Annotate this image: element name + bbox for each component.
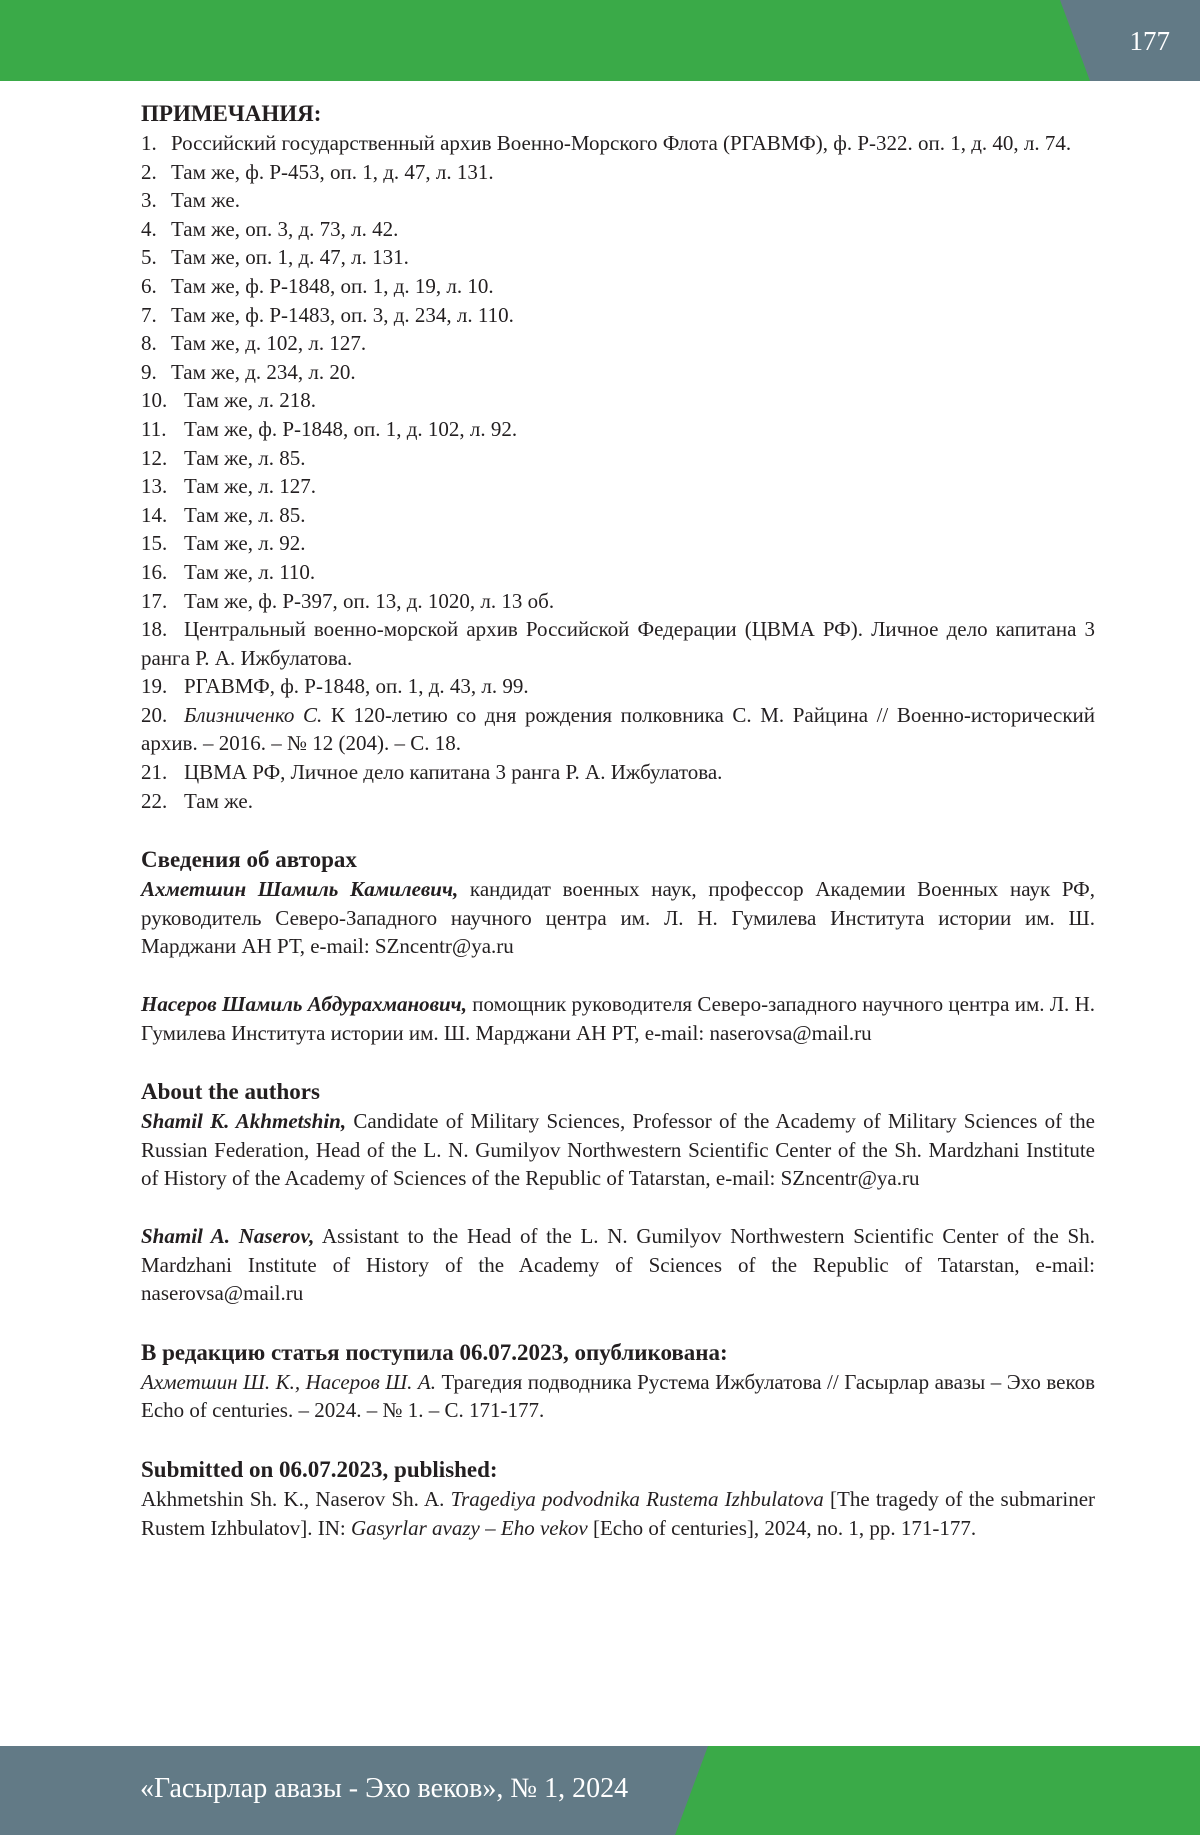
- note-number: 9.: [141, 359, 157, 384]
- notes-title: ПРИМЕЧАНИЯ:: [141, 101, 322, 126]
- submission-ru-title: В редакцию статья поступила 06.07.2023, опубликована:: [141, 1339, 728, 1365]
- note-text: Там же, ф. Р-1848, оп. 1, д. 102, л. 92.: [184, 416, 518, 441]
- citation-ru-text: Трагедия подводника Рустема Ижбулатова // Гасырлар авазы – Эхо веков Echo of centuries. – 2024. – № 1. – С. 171-177.: [141, 1369, 1095, 1423]
- note-text: Там же, ф. Р-1848, оп. 1, д. 19, л. 10.: [171, 273, 494, 298]
- note-number: 18.: [141, 617, 168, 642]
- note-text: Там же, л. 110.: [184, 559, 316, 584]
- citation-en-authors: Akhmetshin Sh. K., Naserov Sh. A.: [141, 1486, 451, 1511]
- author-en-2: [141, 1222, 1095, 1308]
- note-item: [141, 243, 1095, 272]
- author-en-1-details: Candidate of Military Sciences, Professor of the Academy of Military Sciences of the Russian Federation, Head of the L. N. Gumilyov Northwestern Scientific Center of the Sh. Mardzhani Institute of History of the Academy of Sciences of the Republic of Tatarstan, e-mail: SZncentr@ya.ru: [141, 1109, 1095, 1191]
- note-text: Там же, д. 234, л. 20.: [171, 359, 356, 384]
- note-text: Там же, д. 102, л. 127.: [171, 331, 367, 356]
- note-item: [141, 558, 1095, 587]
- note-item: [141, 444, 1095, 473]
- author-ru-1-name: Ахметшин Шамиль Камилевич,: [141, 877, 459, 902]
- page-number: 177: [1129, 26, 1170, 56]
- note-number: 4.: [141, 216, 157, 241]
- author-ru-2-details: помощник руководителя Северо-западного научного центра им. Л. Н. Гумилева Института истории им. Ш. Марджани АН РТ, e-mail: naserovsa@mail.ru: [141, 992, 1095, 1045]
- note-item: [141, 129, 1095, 158]
- note-item: [141, 301, 1095, 330]
- notes-list: [141, 129, 1095, 815]
- note-text: Там же, л. 85.: [184, 502, 306, 527]
- note-author: Близниченко С.: [184, 702, 323, 727]
- note-item: [141, 501, 1095, 530]
- note-number: 20.: [141, 702, 168, 727]
- note-item: [141, 386, 1095, 415]
- note-text: Там же, л. 218.: [184, 388, 316, 413]
- author-en-2-details: Assistant to the Head of the L. N. Gumilyov Northwestern Scientific Center of the Sh. Mardzhani Institute of History of the Academy of Sciences of the Republic of Tatarstan, e-mail: naserovsa@mail.ru: [141, 1224, 1095, 1306]
- note-text: ЦВМА РФ, Личное дело капитана 3 ранга Р. А. Ижбулатова.: [184, 760, 723, 785]
- note-text: Центральный военно-морской архив Российской Федерации (ЦВМА РФ). Личное дело капитана 3 ранга Р. А. Ижбулатова.: [141, 617, 1095, 670]
- citation-en-translation: [The tragedy of the submariner Rustem Izhbulatov]. IN:: [141, 1486, 1096, 1540]
- page-content: [141, 99, 1095, 1542]
- note-number: 8.: [141, 331, 157, 356]
- note-item: [141, 615, 1095, 672]
- note-number: 12.: [141, 445, 168, 470]
- note-number: 3.: [141, 188, 157, 213]
- note-text: К 120-летию со дня рождения полковника С. М. Райцина // Военно-исторический архив. – 2016. – № 12 (204). – С. 18.: [141, 702, 1096, 756]
- note-item: [141, 415, 1095, 444]
- note-item: [141, 529, 1095, 558]
- note-text: Там же, ф. Р-453, оп. 1, д. 47, л. 131.: [171, 159, 494, 184]
- page-footer: [0, 1746, 1200, 1835]
- note-number: 1.: [141, 131, 157, 155]
- submission-en-title: Submitted on 06.07.2023, published:: [141, 1456, 498, 1482]
- note-number: 6.: [141, 273, 157, 298]
- author-ru-2: [141, 990, 1095, 1047]
- author-en-2-name: Shamil A. Naserov,: [141, 1224, 315, 1248]
- note-text: Там же, оп. 3, д. 73, л. 42.: [171, 216, 399, 241]
- citation-ru: [141, 1368, 1095, 1425]
- authors-ru-title: Сведения об авторах: [141, 847, 357, 873]
- author-en-1-name: Shamil K. Akhmetshin,: [141, 1109, 347, 1134]
- note-item: [141, 587, 1095, 616]
- authors-en-title: About the authors: [141, 1079, 320, 1105]
- author-ru-1-details: кандидат военных наук, профессор Академии Военных наук РФ, руководитель Северо-Западного научного центра им. Л. Н. Гумилева Института истории им. Ш. Марджани АН РТ, e-mail: SZncentr@ya.ru: [141, 877, 1095, 959]
- note-item: [141, 158, 1095, 187]
- note-number: 21.: [141, 760, 168, 785]
- footer-journal-title: «Гасырлар авазы - Эхо веков», № 1, 2024: [140, 1773, 629, 1804]
- author-en-1: [141, 1107, 1095, 1193]
- note-text: Российский государственный архив Военно-Морского Флота (РГАВМФ), ф. Р-322. оп. 1, д. 40, л. 74.: [171, 131, 1072, 155]
- note-item: [141, 329, 1095, 358]
- note-item: [141, 472, 1095, 501]
- note-number: 13.: [141, 474, 168, 499]
- author-ru-1: [141, 875, 1095, 961]
- note-number: 16.: [141, 559, 168, 584]
- page-header: [0, 0, 1200, 81]
- note-number: 10.: [141, 388, 168, 413]
- citation-ru-authors: Ахметшин Ш. К., Насеров Ш. А.: [141, 1369, 436, 1394]
- note-number: 14.: [141, 502, 168, 527]
- note-text: Там же, л. 85.: [184, 445, 306, 470]
- note-number: 5.: [141, 245, 157, 270]
- note-number: 22.: [141, 788, 168, 813]
- note-number: 11.: [141, 416, 167, 441]
- citation-en-journal: Gasyrlar avazy – Eho vekov: [350, 1515, 588, 1540]
- note-item: [141, 358, 1095, 387]
- note-text: Там же.: [184, 788, 253, 813]
- citation-en: [141, 1485, 1095, 1542]
- citation-en-issue: [Echo of centuries], 2024, no. 1, pp. 171-177.: [587, 1515, 977, 1540]
- note-number: 15.: [141, 531, 168, 556]
- note-text: Там же, ф. Р-397, оп. 13, д. 1020, л. 13 об.: [184, 588, 555, 613]
- note-number: 7.: [141, 302, 157, 327]
- note-number: 2.: [141, 159, 157, 184]
- note-text: РГАВМФ, ф. Р-1848, оп. 1, д. 43, л. 99.: [184, 674, 529, 699]
- header-green-band: [0, 0, 1200, 81]
- author-ru-2-name: Насеров Шамиль Абдурахманович,: [141, 992, 467, 1017]
- note-item: [141, 672, 1095, 701]
- note-text: Там же, оп. 1, д. 47, л. 131.: [171, 245, 409, 270]
- note-number: 17.: [141, 588, 168, 613]
- citation-en-article-title: Tragediya podvodnika Rustema Izhbulatova: [450, 1486, 824, 1511]
- note-item: [141, 215, 1095, 244]
- note-text: Там же, л. 127.: [184, 474, 316, 499]
- note-item: [141, 701, 1095, 758]
- note-text: Там же.: [171, 188, 240, 213]
- note-item: [141, 758, 1095, 787]
- note-item: [141, 787, 1095, 816]
- note-text: Там же, ф. Р-1483, оп. 3, д. 234, л. 110.: [171, 302, 514, 327]
- note-item: [141, 272, 1095, 301]
- note-item: [141, 186, 1095, 215]
- note-text: Там же, л. 92.: [184, 531, 306, 556]
- note-number: 19.: [141, 674, 168, 699]
